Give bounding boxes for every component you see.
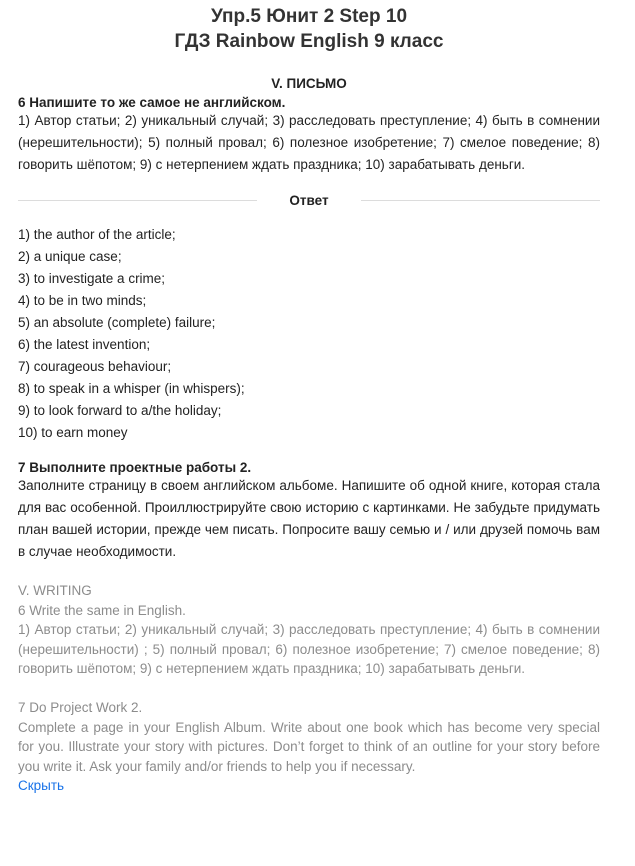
original-section-heading: V. WRITING [18,583,92,598]
original-text-block [18,581,600,776]
page-title: Упр.5 Юнит 2 Step 10 [210,6,408,27]
original-task6-body: 1) Автор статьи; 2) уникальный случай; 3) расследовать преступление; 4) быть в сомнении (нерешительности) ; 5) полный провал; 6) полезное изобретение; 7) смелое поведение; 8) говорить шёпотом; 9) с нетерпением ждать праздника; 10) зарабатывать деньги. [18,622,600,676]
answer-item: 10) to earn money [18,425,128,440]
answer-item: 8) to speak in a whisper (in whispers); [18,381,245,396]
task6-body: 1) Автор статьи; 2) уникальный случай; 3) расследовать преступление; 4) быть в сомнении (нерешительности); 5) полный провал; 6) полезное изобретение; 7) смелое поведение; 8) говорить шёпотом; 9) с нетерпением ждать праздника; 10) зарабатывать деньги. [18,113,600,172]
answer-item: 4) to be in two minds; [18,293,147,308]
answer-label: Ответ [289,192,329,208]
page-subtitle: ГДЗ Rainbow English 9 класс [174,31,444,52]
task7-body: Заполните страницу в своем английском альбоме. Напишите об одной книге, которая стала для вас особенной. Проиллюстрируйте свою историю с картинками. Не забудьте придумать план вашей истории, прежде чем писать. Попросите вашу семью и / или друзей помочь вам в случае необходимости. [18,478,600,559]
page-content [18,0,600,795]
task7-title: 7 Выполните проектные работы 2. [18,460,252,475]
answer-item: 9) to look forward to a/the holiday; [18,403,222,418]
task6-title: 6 Напишите то же самое не английском. [18,95,286,110]
original-task7-body: Complete a page in your English Album. Write about one book which has become very special for you. Illustrate your story with pictures. Don’t forget to think of an outline for your story before you write it. Ask your family and/or friends to help you if necessary. [18,719,600,774]
answer-item: 1) the author of the article; [18,227,176,242]
answer-item: 7) courageous behaviour; [18,359,172,374]
answer-item: 5) an absolute (complete) failure; [18,315,216,330]
divider-line-right [361,200,600,201]
original-task6-title: 6 Write the same in English. [18,602,186,618]
section-heading: V. ПИСЬМО [271,76,347,91]
answer-divider [18,188,600,212]
answer-item: 2) a unique case; [18,249,122,264]
divider-line-left [18,200,257,201]
answer-list [18,224,600,444]
spacer [18,679,600,699]
original-task7-title: 7 Do Project Work 2. [18,700,143,715]
answer-item: 6) the latest invention; [18,337,151,352]
answer-item: 3) to investigate a crime; [18,271,166,286]
hide-link[interactable]: Скрыть [18,778,65,793]
